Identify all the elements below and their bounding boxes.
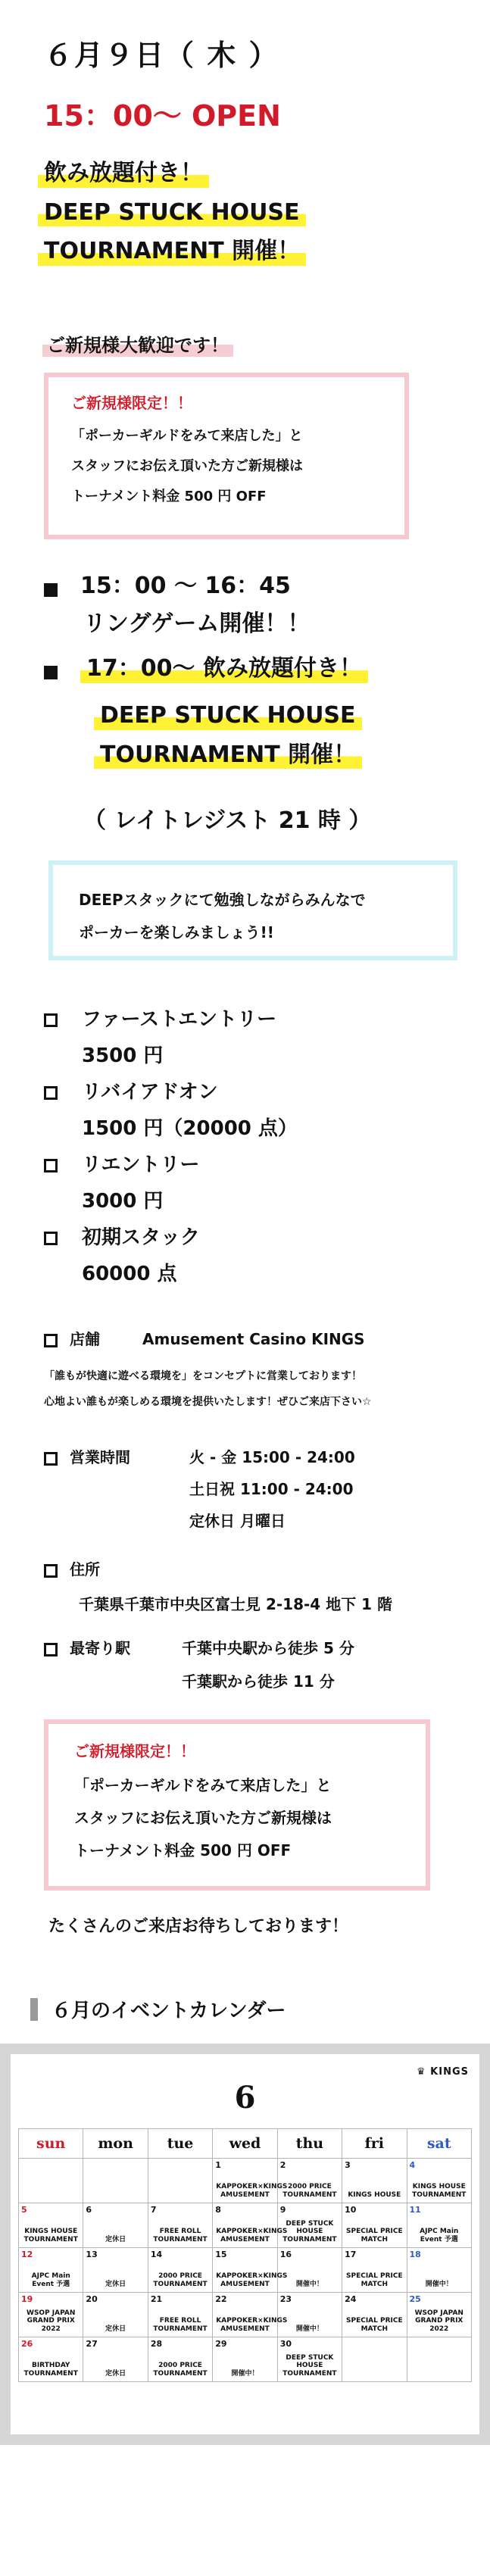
message-line-2: ポーカーを楽しみましょう!! bbox=[79, 923, 274, 941]
message-line-1: DEEPスタックにて勉強しながらみんなで bbox=[79, 891, 366, 909]
day-number: 19 bbox=[21, 2294, 33, 2304]
open-time: 15：00～ OPEN bbox=[44, 99, 281, 133]
calendar-day-cell bbox=[277, 2159, 342, 2203]
day-number: 9 bbox=[279, 2205, 286, 2215]
day-number: 4 bbox=[409, 2160, 416, 2170]
date-text: ６月９日 bbox=[44, 39, 166, 72]
headline-line3: TOURNAMENT 開催！ bbox=[38, 237, 306, 266]
store-row bbox=[44, 1327, 365, 1349]
calendar-day-cell bbox=[148, 2159, 212, 2203]
schedule-2 bbox=[44, 654, 368, 683]
day-number: 13 bbox=[86, 2250, 98, 2259]
day-number: 24 bbox=[345, 2294, 357, 2304]
day-event: 開催中！ bbox=[295, 2281, 323, 2289]
day-event: KAPPOKER×KINGS AMUSEMENT bbox=[216, 2317, 288, 2334]
day-event: SPECIAL PRICE MATCH bbox=[345, 2317, 403, 2334]
calendar-day-cell bbox=[148, 2203, 212, 2248]
promo2-text-2: スタッフにお伝え頂いた方ご新規様は bbox=[74, 1809, 332, 1827]
calendar-day-cell bbox=[83, 2248, 148, 2293]
hours-line-1: 火 - 金 15:00 - 24:00 bbox=[189, 1448, 355, 1466]
crown-icon: ♛ bbox=[416, 2066, 426, 2078]
calendar-day-cell bbox=[213, 2159, 288, 2203]
day-event: 2000 PRICE TOURNAMENT bbox=[153, 2272, 208, 2289]
weekday-sat: sat bbox=[407, 2129, 471, 2159]
calendar-day-cell bbox=[407, 2203, 471, 2248]
fee-value: 3000 円 bbox=[82, 1190, 164, 1213]
promo2-text-3: トーナメント料金 500 円 OFF bbox=[74, 1841, 292, 1859]
day-event: 定休日 bbox=[105, 2325, 126, 2334]
headline-line1: 飲み放題付き！ bbox=[38, 159, 209, 188]
day-event: 定休日 bbox=[105, 2370, 126, 2378]
day-number: 17 bbox=[345, 2250, 357, 2259]
promo-text-1: 「ポーカーギルドをみて来店した」と bbox=[71, 428, 303, 444]
promo-box bbox=[44, 373, 409, 539]
calendar-day-cell bbox=[19, 2203, 83, 2248]
day-number: 2 bbox=[279, 2160, 286, 2170]
hours-line-3: 定休日 月曜日 bbox=[189, 1512, 286, 1530]
bullet-square-icon bbox=[44, 583, 58, 597]
store-name: Amusement Casino KINGS bbox=[142, 1330, 365, 1348]
calendar-day-cell bbox=[83, 2203, 148, 2248]
day-event: DEEP STUCK HOUSE TOURNAMENT bbox=[282, 2219, 337, 2244]
hours-label: 営業時間 bbox=[70, 1448, 130, 1466]
station-label: 最寄り駅 bbox=[70, 1639, 130, 1657]
calendar-day-cell bbox=[213, 2203, 288, 2248]
event-date bbox=[44, 32, 279, 73]
calendar-day-cell bbox=[148, 2248, 212, 2293]
calendar-day-cell bbox=[277, 2203, 342, 2248]
day-number: 6 bbox=[86, 2205, 92, 2215]
fee-list bbox=[44, 1001, 298, 1292]
day-event: FREE ROLL TOURNAMENT bbox=[153, 2317, 208, 2334]
weekday-header-row bbox=[19, 2129, 472, 2159]
promo-title: ご新規様限定！！ bbox=[71, 394, 192, 412]
day-event: DEEP STUCK HOUSE TOURNAMENT bbox=[282, 2353, 337, 2378]
store-label: 店舗 bbox=[70, 1330, 100, 1348]
late-registration: （ レイトレジスト 21 時 ） bbox=[83, 807, 372, 834]
calendar-week-row bbox=[19, 2293, 472, 2337]
weekday-mon: mon bbox=[83, 2129, 148, 2159]
calendar-week-row bbox=[19, 2337, 472, 2382]
day-number: 12 bbox=[21, 2250, 33, 2259]
day-number: 21 bbox=[150, 2294, 163, 2304]
fee-value: 3500 円 bbox=[82, 1044, 164, 1067]
bullet-square-outline-icon bbox=[44, 1232, 58, 1245]
calendar-grid bbox=[18, 2128, 472, 2382]
headline-line2: DEEP STUCK HOUSE bbox=[38, 198, 306, 227]
address-label: 住所 bbox=[70, 1560, 100, 1578]
station-line-2: 千葉駅から徒歩 11 分 bbox=[182, 1672, 335, 1691]
schedule-1-time: 15：00 ～ 16：45 bbox=[80, 573, 291, 599]
fee-label: 初期スタック bbox=[82, 1226, 201, 1249]
day-number: 10 bbox=[345, 2205, 357, 2215]
promo2-text-1: 「ポーカーギルドをみて来店した」と bbox=[74, 1776, 332, 1794]
section-bar-icon bbox=[30, 1998, 38, 2021]
calendar-day-cell bbox=[148, 2293, 212, 2337]
hours-row bbox=[44, 1445, 130, 1467]
day-number: 5 bbox=[21, 2205, 27, 2215]
day-number: 25 bbox=[409, 2294, 421, 2304]
schedule-2-title: 17：00～ 飲み放題付き！ bbox=[80, 654, 368, 683]
calendar-day-cell bbox=[83, 2293, 148, 2337]
fee-label: リバイアドオン bbox=[82, 1081, 218, 1104]
welcome-text: ご新規様大歓迎です！ bbox=[42, 330, 233, 357]
fee-item bbox=[44, 1074, 298, 1110]
weekday-tue: tue bbox=[148, 2129, 212, 2159]
bullet-square-outline-icon bbox=[44, 1643, 58, 1656]
day-number: 18 bbox=[409, 2250, 421, 2259]
calendar-day-cell bbox=[407, 2159, 471, 2203]
calendar-section-title bbox=[30, 1995, 286, 2023]
calendar-day-cell bbox=[342, 2337, 407, 2382]
promo-text-2: スタッフにお伝え頂いた方ご新規様は bbox=[71, 458, 303, 474]
schedule-2-line2: DEEP STUCK HOUSE bbox=[94, 701, 362, 730]
day-number: 20 bbox=[86, 2294, 98, 2304]
day-event: KINGS HOUSE bbox=[348, 2191, 401, 2200]
calendar-day-cell bbox=[148, 2337, 212, 2382]
calendar-day-cell bbox=[407, 2248, 471, 2293]
fee-item bbox=[44, 1001, 298, 1038]
calendar-day-cell bbox=[342, 2293, 407, 2337]
day-number: 23 bbox=[279, 2294, 292, 2304]
day-number: 26 bbox=[21, 2339, 33, 2349]
calendar-month: 6 bbox=[234, 2080, 256, 2115]
day-event: 開催中！ bbox=[295, 2325, 323, 2334]
day-event: SPECIAL PRICE MATCH bbox=[345, 2272, 403, 2289]
bullet-square-outline-icon bbox=[44, 1334, 58, 1347]
day-event: FREE ROLL TOURNAMENT bbox=[153, 2228, 208, 2244]
calendar-day-cell bbox=[407, 2293, 471, 2337]
day-event: 開催中！ bbox=[425, 2281, 453, 2289]
day-event: KAPPOKER×KINGS AMUSEMENT bbox=[216, 2272, 288, 2289]
bullet-square-outline-icon bbox=[44, 1564, 58, 1578]
calendar-day-cell bbox=[19, 2159, 83, 2203]
fee-item bbox=[44, 1147, 298, 1183]
day-event: SPECIAL PRICE MATCH bbox=[345, 2228, 403, 2244]
station-line-1: 千葉中央駅から徒歩 5 分 bbox=[182, 1639, 354, 1657]
calendar-day-cell bbox=[19, 2248, 83, 2293]
weekday-text: （ 木 ） bbox=[165, 39, 279, 72]
fee-label: リエントリー bbox=[82, 1154, 200, 1176]
day-event: 定休日 bbox=[105, 2236, 126, 2244]
weekday-wed: wed bbox=[213, 2129, 277, 2159]
calendar-day-cell bbox=[342, 2159, 407, 2203]
day-number: 30 bbox=[279, 2339, 292, 2349]
day-number: 8 bbox=[215, 2205, 221, 2215]
day-number: 15 bbox=[215, 2250, 227, 2259]
calendar-day-cell bbox=[407, 2337, 471, 2382]
day-event: KINGS HOUSE TOURNAMENT bbox=[23, 2228, 78, 2244]
bullet-square-icon bbox=[44, 666, 58, 679]
calendar-day-cell bbox=[277, 2337, 342, 2382]
calendar-image bbox=[11, 2054, 479, 2434]
day-number: 3 bbox=[345, 2160, 351, 2170]
weekday-thu: thu bbox=[277, 2129, 342, 2159]
day-event: WSOP JAPAN GRAND PRIX 2022 bbox=[27, 2309, 76, 2334]
day-event: 2000 PRICE TOURNAMENT bbox=[282, 2183, 337, 2200]
calendar-day-cell bbox=[277, 2293, 342, 2337]
calendar-logo bbox=[417, 2066, 469, 2078]
hours-line-2: 土日祝 11:00 - 24:00 bbox=[189, 1480, 354, 1498]
calendar-week-row bbox=[19, 2159, 472, 2203]
day-number: 22 bbox=[215, 2294, 227, 2304]
day-number: 1 bbox=[215, 2160, 221, 2170]
bullet-square-outline-icon bbox=[44, 1159, 58, 1172]
calendar-day-cell bbox=[342, 2203, 407, 2248]
bullet-square-outline-icon bbox=[44, 1452, 58, 1466]
schedule-1-title: リングゲーム開催！！ bbox=[83, 610, 311, 637]
calendar-day-cell bbox=[277, 2248, 342, 2293]
station-row bbox=[44, 1636, 130, 1658]
store-desc-2: 心地よい誰もが楽しめる環境を提供いたします！ぜひご来店下さい☆ bbox=[44, 1396, 372, 1408]
day-number: 27 bbox=[86, 2339, 98, 2349]
day-event: 開催中！ bbox=[231, 2370, 259, 2378]
day-event: AJPC Main Event 予選 bbox=[31, 2272, 70, 2289]
fee-label: ファーストエントリー bbox=[82, 1008, 277, 1031]
calendar-frame bbox=[0, 2044, 490, 2445]
calendar-day-cell bbox=[19, 2293, 83, 2337]
day-event: 定休日 bbox=[105, 2281, 126, 2289]
fee-value: 1500 円（20000 点） bbox=[82, 1117, 298, 1140]
day-number: 16 bbox=[279, 2250, 292, 2259]
day-number: 14 bbox=[150, 2250, 163, 2259]
bullet-square-outline-icon bbox=[44, 1013, 58, 1027]
address-row bbox=[44, 1557, 100, 1579]
day-number: 7 bbox=[150, 2205, 157, 2215]
calendar-day-cell bbox=[83, 2337, 148, 2382]
weekday-sun: sun bbox=[19, 2129, 83, 2159]
fee-item bbox=[44, 1219, 298, 1256]
schedule-2-line3: TOURNAMENT 開催！ bbox=[94, 741, 362, 770]
day-number: 29 bbox=[215, 2339, 227, 2349]
store-desc-1: 「誰もが快適に遊べる環境を」をコンセプトに営業しております！ bbox=[44, 1370, 362, 1382]
day-number: 11 bbox=[409, 2205, 421, 2215]
calendar-week-row bbox=[19, 2248, 472, 2293]
headline bbox=[38, 159, 306, 266]
bullet-square-outline-icon bbox=[44, 1086, 58, 1100]
calendar-day-cell bbox=[83, 2159, 148, 2203]
calendar-day-cell bbox=[19, 2337, 83, 2382]
calendar-day-cell bbox=[213, 2337, 277, 2382]
day-event: 2000 PRICE TOURNAMENT bbox=[153, 2362, 208, 2378]
day-event: KAPPOKER×KINGS AMUSEMENT bbox=[216, 2228, 288, 2244]
calendar-week-row bbox=[19, 2203, 472, 2248]
day-number: 28 bbox=[150, 2339, 163, 2349]
day-event: AJPC Main Event 予選 bbox=[420, 2228, 459, 2244]
day-event: WSOP JAPAN GRAND PRIX 2022 bbox=[414, 2309, 463, 2334]
schedule-1 bbox=[44, 567, 291, 600]
weekday-fri: fri bbox=[342, 2129, 407, 2159]
calendar-day-cell bbox=[342, 2248, 407, 2293]
day-event: KAPPOKER×KINGS AMUSEMENT bbox=[216, 2183, 288, 2200]
address-text: 千葉県千葉市中央区富士見 2-18-4 地下 1 階 bbox=[79, 1595, 393, 1613]
promo-box-2 bbox=[44, 1719, 430, 1891]
closing-text: たくさんのご来店お待ちしております！ bbox=[48, 1917, 349, 1936]
promo2-title: ご新規様限定！！ bbox=[74, 1742, 195, 1760]
day-event: KINGS HOUSE TOURNAMENT bbox=[412, 2183, 467, 2200]
fee-value: 60000 点 bbox=[82, 1263, 177, 1285]
logo-text: KINGS bbox=[430, 2066, 469, 2078]
promo-text-3: トーナメント料金 500 円 OFF bbox=[71, 489, 267, 504]
day-event: BIRTHDAY TOURNAMENT bbox=[23, 2362, 78, 2378]
schedule-2-lines bbox=[94, 701, 362, 769]
calendar-title: ６月のイベントカレンダー bbox=[51, 2000, 286, 2022]
message-box bbox=[48, 860, 457, 960]
